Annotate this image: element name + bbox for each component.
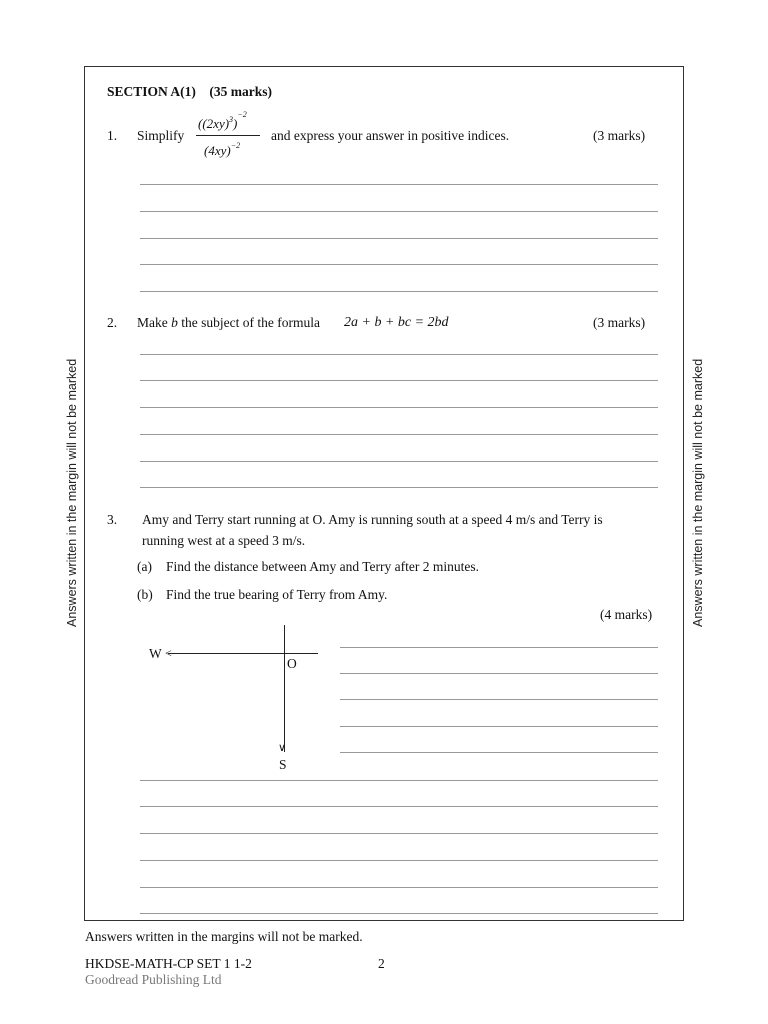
answer-line[interactable] [140,291,658,292]
west-arrow-icon: < [165,646,172,660]
q2-text: Make b the subject of the formula [137,315,320,330]
publisher: Goodread Publishing Ltd [85,972,222,987]
q1-denominator: $(4xy)^{-2}$ [204,141,241,158]
answer-line[interactable] [140,887,658,888]
q3-line1: Amy and Terry start running at O. Amy is running south at a speed 4 m/s and Terry is [142,512,603,527]
origin-label: O [287,656,297,671]
q3-part-a-label: (a) [137,559,152,574]
q3-part-b-text: Find the true bearing of Terry from Amy. [166,587,388,602]
answer-line[interactable] [140,211,658,212]
answer-line[interactable] [140,434,658,435]
answer-line[interactable] [140,780,658,781]
answer-line[interactable] [140,461,658,462]
answer-line[interactable] [140,264,658,265]
answer-line[interactable] [140,913,658,914]
right-margin-note: Answers written in the margin will not be marked [691,358,705,627]
answer-line[interactable] [140,184,658,185]
answer-line[interactable] [140,806,658,807]
section-title: SECTION A(1) [107,84,196,99]
answer-frame [84,66,684,921]
q3-number: 3. [107,512,118,527]
q1-suffix: and express your answer in positive indices. [271,128,510,143]
answer-line[interactable] [140,407,658,408]
q3-line2: running west at a speed 3 m/s. [142,533,306,548]
section-marks: (35 marks) [209,84,273,99]
answer-line[interactable] [140,487,658,488]
q3-part-a-text: Find the distance between Amy and Terry after 2 minutes. [166,559,479,574]
page-number: 2 [378,956,385,971]
q1-prefix: Simplify [137,128,185,143]
q3-part-b-label: (b) [137,587,153,602]
q1-marks: (3 marks) [593,128,646,143]
south-arrow-icon: ∨ [278,742,287,754]
west-label: W [149,646,162,661]
answer-line[interactable] [140,860,658,861]
q2-number: 2. [107,315,118,330]
answer-line[interactable] [340,647,658,648]
answer-line[interactable] [140,833,658,834]
answer-line[interactable] [140,354,658,355]
answer-line[interactable] [340,726,658,727]
answer-line[interactable] [340,673,658,674]
q1-number: 1. [107,128,118,143]
answer-line[interactable] [340,699,658,700]
section-header [107,84,272,100]
q1-fraction [196,104,262,164]
left-margin-note: Answers written in the margin will not be marked [65,358,79,627]
west-axis [168,653,318,654]
q3-marks: (4 marks) [600,607,653,622]
q1-fraction-bar [196,135,260,136]
answer-line[interactable] [140,380,658,381]
footer-note: Answers written in the margins will not be marked. [85,929,363,944]
south-label: S [279,757,287,772]
footer-code: HKDSE-MATH-CP SET 1 1-2 [85,956,252,971]
q1-numerator: $((2xy)^3)^{-2}$ [198,110,247,131]
south-axis [284,625,285,752]
answer-line[interactable] [140,238,658,239]
q2-marks: (3 marks) [593,315,646,330]
q2-formula: 2a + b + bc = 2bd [344,315,449,330]
answer-line[interactable] [340,752,658,753]
